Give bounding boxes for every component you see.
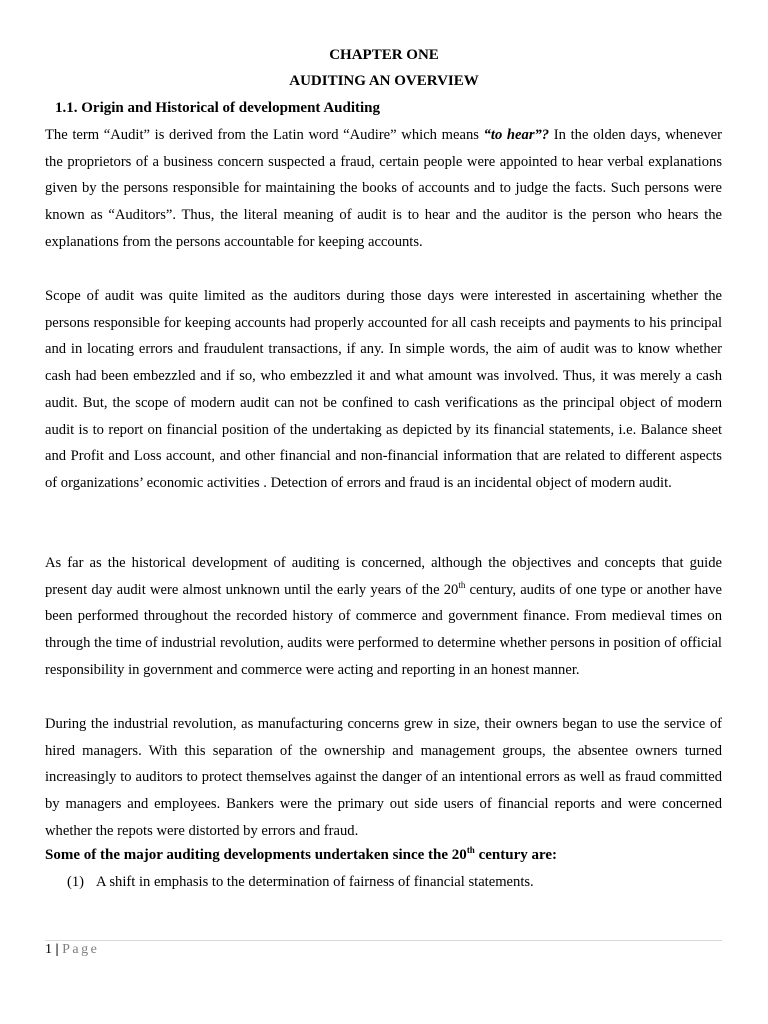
list-item (67, 874, 534, 891)
paragraph-history-text-1: As far as the historical development of auditing is concerned, although the objectives and concepts that guide present day audit were almost unknown until the early years of the 20 (45, 555, 722, 598)
developments-heading (45, 847, 557, 864)
to-hear-emphasis: “to hear”? (483, 127, 550, 143)
chapter-title: AUDITING AN OVERVIEW (289, 73, 479, 89)
superscript-th: th (458, 579, 466, 590)
paragraph-scope: Scope of audit was quite limited as the auditors during those days were interested in ascertaining whether the persons responsible for keeping accounts had properly accounted for all cash receipts and payments to his principal and in locating errors and fraudulent transactions, if any. In simple words, the aim of audit was to know whether cash had been embezzled and if so, who embezzled it and what amount was involved. Thus, it was merely a cash audit. But, the scope of modern audit can not be confined to cash verifications as the principal object of modern audit is to report on financial position of the undertaking as depicted by its financial statements, i.e. Balance sheet and Profit and Loss account, and other financial and non-financial information that are related to different aspects of organizations’ economic activities . Detection of errors and fraud is an incidental object of modern audit. (45, 288, 722, 491)
paragraph-industrial-revolution: During the industrial revolution, as manufacturing concerns grew in size, their owners began to use the service of hired managers. With this separation of the ownership and management groups, the absentee owners turned increasingly to auditors to protect themselves against the danger of an intentional errors as well as fraud committed by managers and employees. Bankers were the primary out side users of financial reports and were concerned whether the repots were distorted by errors and fraud. (45, 716, 722, 839)
page-label: Page (62, 942, 100, 957)
footer-separator: | (55, 942, 59, 957)
footer-divider (45, 940, 722, 941)
paragraph-history (45, 550, 722, 684)
paragraph-origin-text-2: In the olden days, whenever the proprietors of a business concern suspected a fraud, certain people were appointed to hear verbal explanations given by the persons responsible for maintaining the books of accounts and to judge the facts. Such persons were known as “Auditors”. Thus, the literal meaning of audit is to hear and the auditor is the person who hears the explanations from the persons accountable for keeping accounts. (45, 127, 722, 250)
list-item-text: A shift in emphasis to the determination of fairness of financial statements. (96, 874, 534, 890)
developments-heading-text-1: Some of the major auditing developments undertaken since the 20 (45, 847, 467, 863)
section-heading: 1.1. Origin and Historical of development Auditing (55, 100, 381, 116)
page-number: 1 (45, 942, 52, 957)
paragraph-history-text-2: century, audits of one type or another have been performed throughout the recorded history of commerce and government finance. From medieval times on through the time of industrial revolution, audits were performed to determine whether persons in position of official responsibility in government and commerce were acting and reporting in an honest manner. (45, 581, 723, 678)
developments-heading-text-2: century are: (474, 847, 558, 863)
list-item-number: (1) (67, 874, 85, 890)
chapter-label: CHAPTER ONE (329, 47, 439, 63)
developments-heading-superscript: th (466, 845, 475, 855)
paragraph-origin-text-1: The term “Audit” is derived from the Latin word “Audire” which means (45, 127, 484, 143)
paragraph-origin (45, 122, 722, 256)
page-footer (45, 942, 99, 958)
